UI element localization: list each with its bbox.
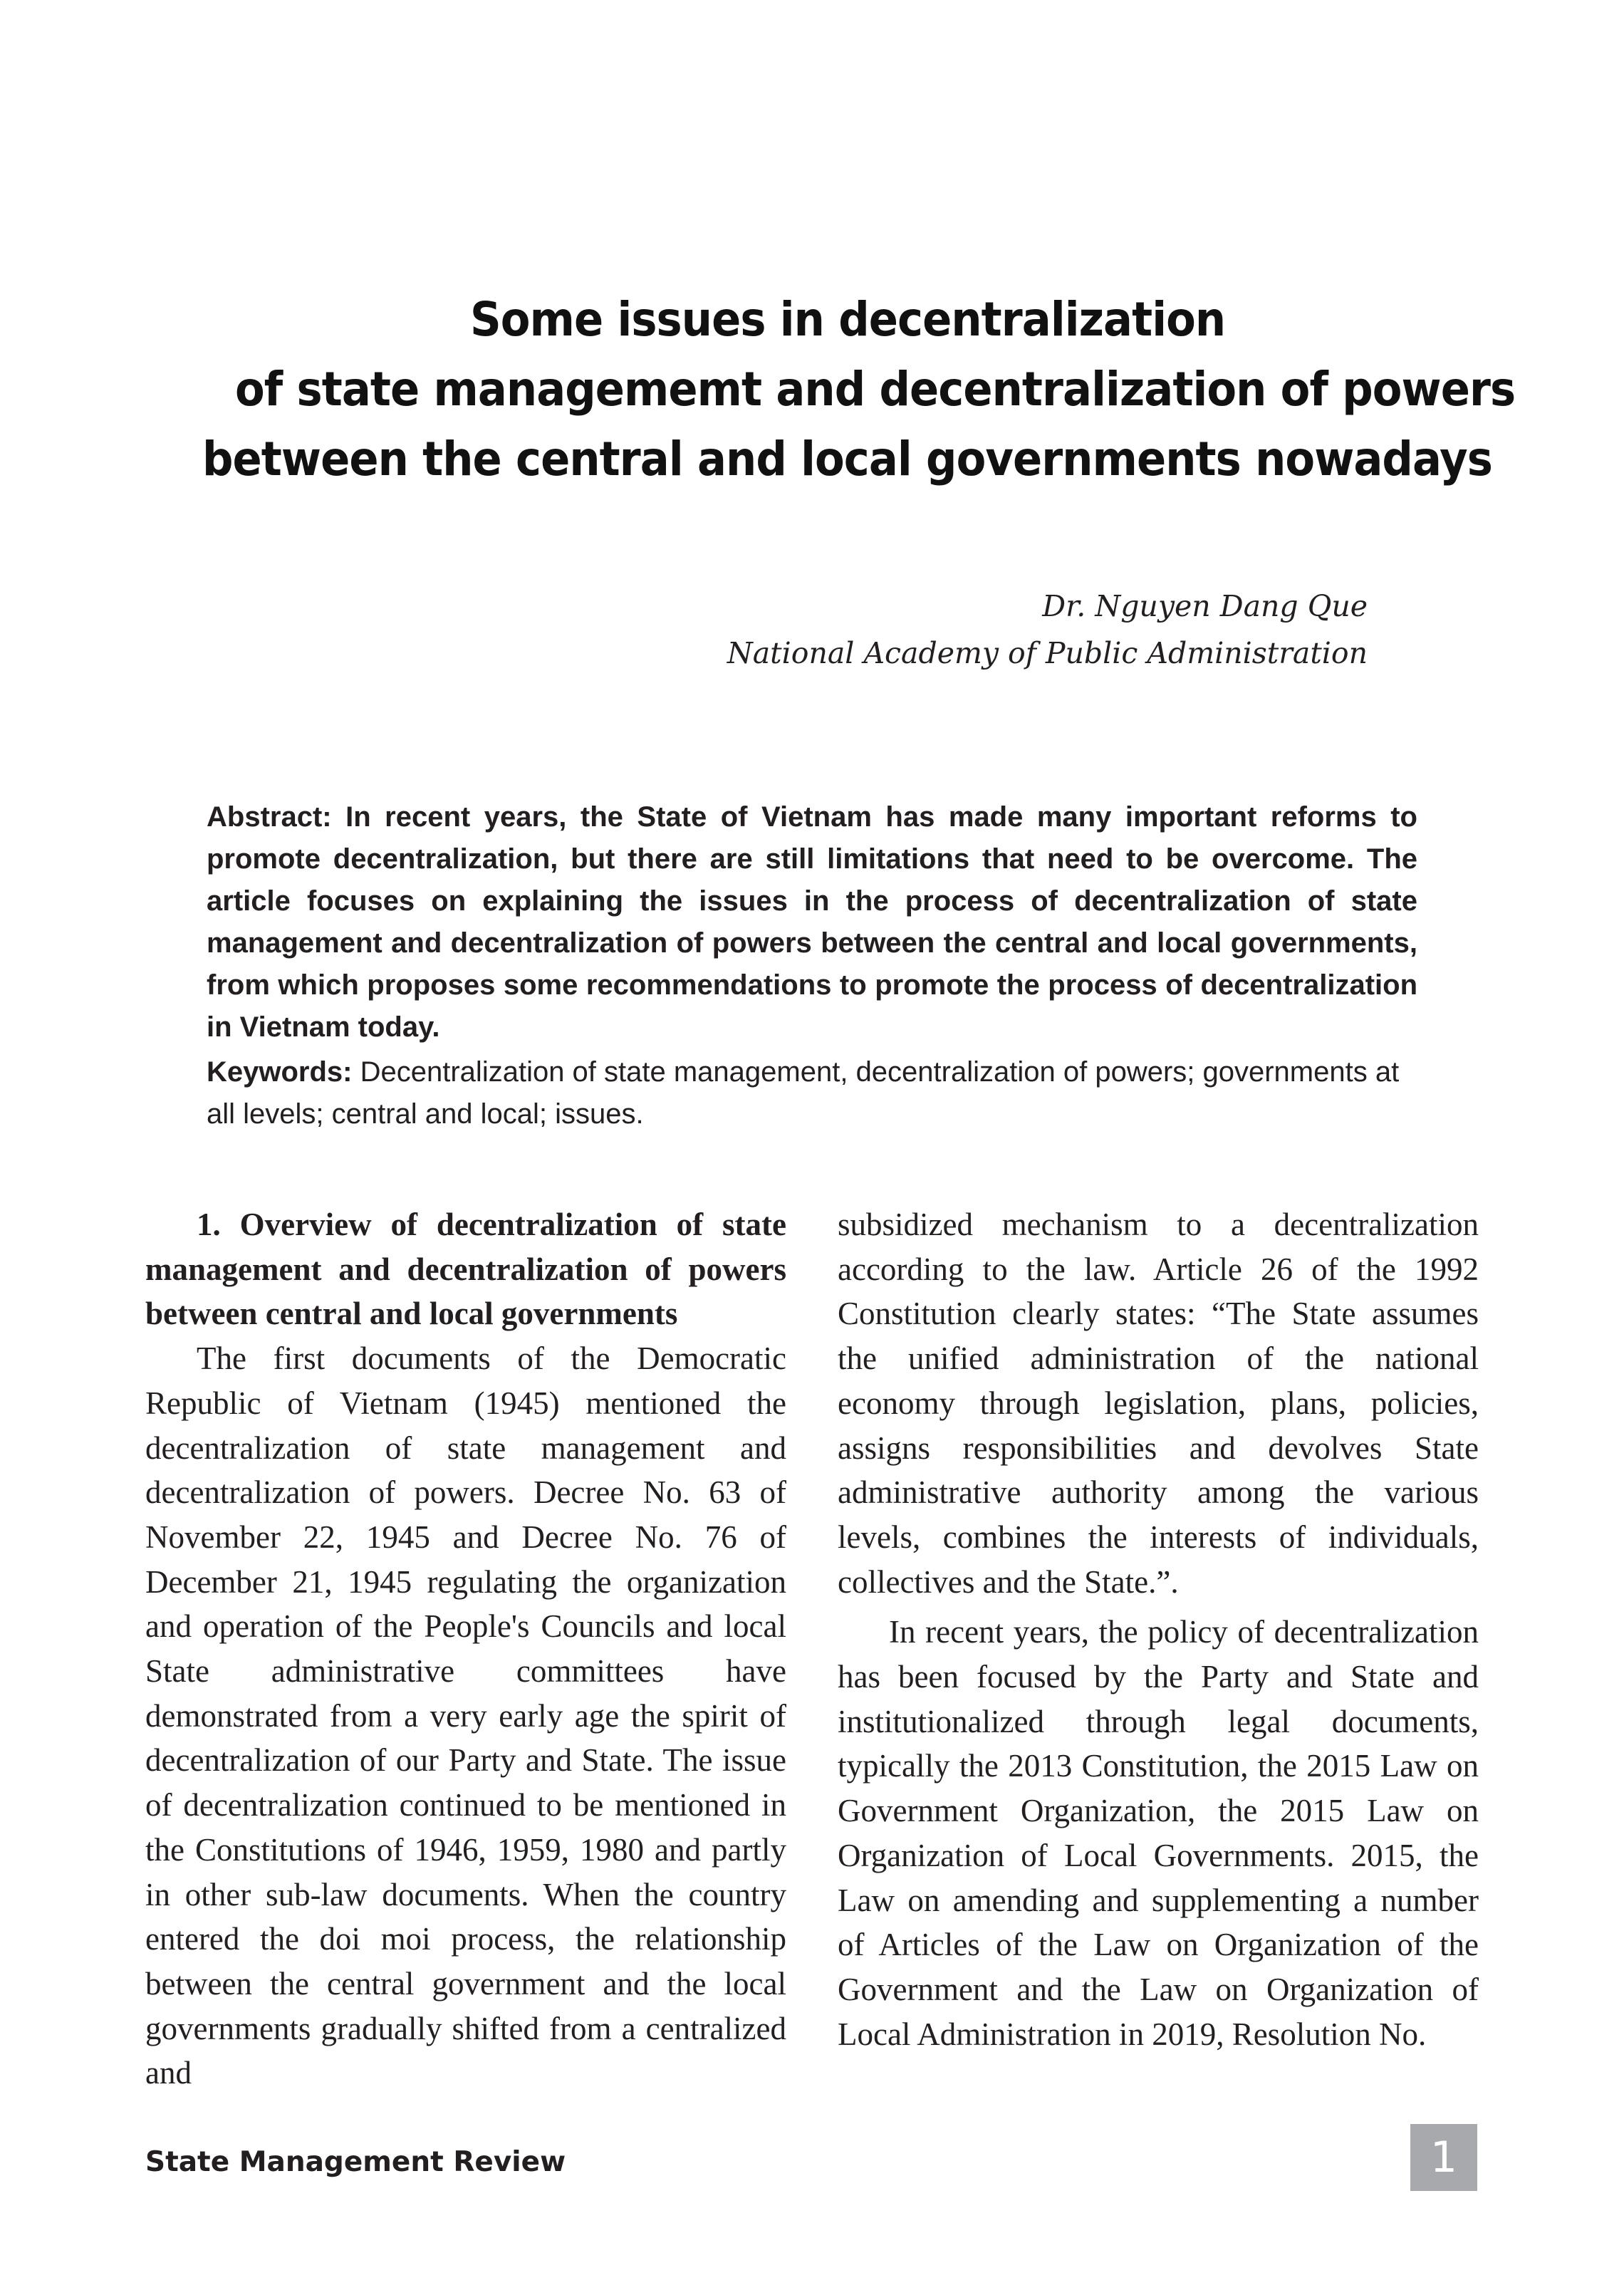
body-paragraph: In recent years, the policy of decentralization has been focused by the Party and State and institutionalized through legal documents, typically the 2013 Constitution, the 2015 Law on Government Organization, the 2015 Law on Organization of Local Governments. 2015, the Law on amending and supplementing a number of Articles of the Law on Organization of the Government and the Law on Organization of Local Administration in 2019, Resolution No. (838, 1614, 1479, 2052)
author-info (712, 583, 1368, 677)
journal-name: State Management Review (145, 2146, 566, 2178)
section-heading: 1. Overview of decentralization of state management and decentralization of powers between central and local governments (145, 1207, 786, 1332)
author-affiliation: National Academy of Public Administration (727, 636, 1368, 670)
title-line-2: of state managememt and decentralization of powers (235, 362, 1516, 417)
keywords-paragraph (207, 1051, 1417, 1135)
abstract-section (207, 796, 1417, 1135)
keywords-label: Keywords: (207, 1056, 353, 1088)
title-line-3: between the central and local governments nowadays (202, 432, 1493, 486)
body-column-left (145, 1202, 786, 2096)
body-column-right (838, 1202, 1479, 2056)
abstract-paragraph (207, 796, 1417, 1048)
abstract-label: Abstract: (207, 801, 332, 833)
abstract-text: In recent years, the State of Vietnam has made many important reforms to promote decentralization, but there are still limitations that need to be overcome. The article focuses on explaining the issues in the process of decentralization of state management and decentralization of powers between the central and local governments, from which proposes some recommendations to promote the process of decentralization in Vietnam today. (207, 801, 1417, 1043)
body-paragraph: The first documents of the Democratic Republic of Vietnam (1945) mentioned the decentralization of state management and decentralization of powers. Decree No. 63 of November 22, 1945 and Decree No. 76 of December 21, 1945 regulating the organization and operation of the People's Councils and local State administrative committees have demonstrated from a very early age the spirit of decentralization of our Party and State. The issue of decentralization continued to be mentioned in the Constitutions of 1946, 1959, 1980 and partly in other sub-law documents. When the country entered the doi moi process, the relationship between the central government and the local governments gradually shifted from a centralized and (145, 1341, 786, 2091)
keywords-text: Decentralization of state management, decentralization of powers; governments at all levels; central and local; issues. (207, 1056, 1400, 1130)
author-name: Dr. Nguyen Dang Que (1042, 589, 1368, 623)
title-line-1: Some issues in decentralization (470, 292, 1226, 347)
page-number: 1 (1410, 2124, 1477, 2191)
body-paragraph-continued: subsidized mechanism to a decentralization according to the law. Article 26 of the 1992 Constitution clearly states: “The State assumes the unified administration of the national economy through legislation, plans, policies, assigns responsibilities and devolves State administrative authority among the various levels, combines the interests of individuals, collectives and the State.”. (838, 1207, 1479, 1600)
